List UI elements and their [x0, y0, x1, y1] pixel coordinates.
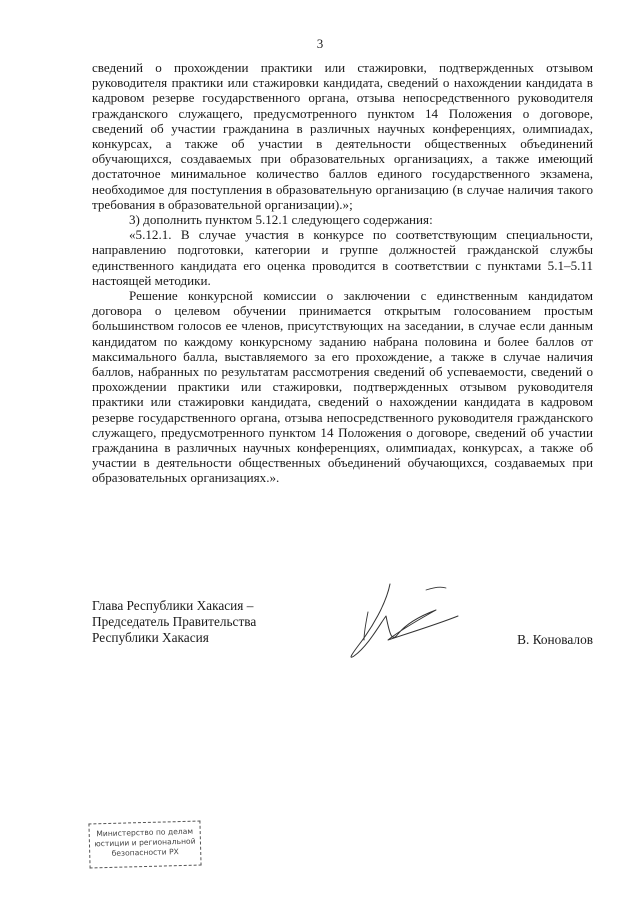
stamp-line: безопасности РХ: [111, 847, 179, 858]
stamp-line: Министерство по делам: [96, 826, 194, 839]
document-body: [92, 60, 593, 486]
ministry-stamp: [88, 821, 201, 869]
signature-block: [92, 598, 593, 678]
signer-position-line: Председатель Правительства: [92, 614, 257, 629]
paragraph-clause-5-12-1: «5.12.1. В случае участия в конкурсе по соответствующим специальности, направлению подготовки, категории и группе должностей гражданской службы единственного кандидата его оценка проводится в соответствии с пунктами 5.1–5.11 настоящей методики.: [92, 227, 593, 288]
paragraph-commission-decision: Решение конкурсной комиссии о заключении с единственным кандидатом договора о целевом обучении принимается открытым голосованием простым большинством голосов ее членов, присутствующих на заседании, в случае если данным кандидатом по каждому конкурсному заданию набрана половина и более баллов от максимального балла, выставляемого за его прохождение, а также в случае наличия баллов, набранных по результатам рассмотрения сведений об успеваемости, сведений о прохождении практики или стажировки, подтвержденных отзывом руководителя практики или стажировки кандидата, сведений о нахождении кандидата в кадровом резерве государственного органа, отзыва непосредственного руководителя гражданского служащего, предусмотренного пунктом 14 Положения о договоре, сведений об участии гражданина в различных научных конференциях, олимпиадах, конкурсах, а также об участии в деятельности общественных объединений обучающихся, создаваемых при образовательных организациях.».: [92, 288, 593, 486]
signer-position-line: Глава Республики Хакасия –: [92, 598, 254, 613]
signer-position-line: Республики Хакасия: [92, 630, 209, 645]
signer-position: [92, 598, 256, 646]
stamp-line: юстиции и региональной: [94, 836, 196, 849]
signer-name: В. Коновалов: [517, 632, 593, 647]
paragraph-amendment-3: 3) дополнить пунктом 5.12.1 следующего содержания:: [129, 212, 433, 228]
handwritten-signature: [328, 576, 468, 666]
page-number: 3: [316, 36, 324, 51]
paragraph-continuation: сведений о прохождении практики или стажировки, подтвержденных отзывом руководителя практики или стажировки кандидата, сведений о нахождении кандидата в кадровом резерве государственного органа, отзыва непосредственного руководителя гражданского служащего, предусмотренного пунктом 14 Положения о договоре, сведений об участии гражданина в различных научных конференциях, олимпиадах, конкурсах, а также об участии в деятельности общественных объединений обучающихся, создаваемых при образовательных организациях, а также имеющий достаточное минимальное количество баллов единого государственного экзамена, необходимое для поступления в образовательную организацию (в случае наличия такого требования в образовательной организации).»;: [92, 60, 593, 212]
